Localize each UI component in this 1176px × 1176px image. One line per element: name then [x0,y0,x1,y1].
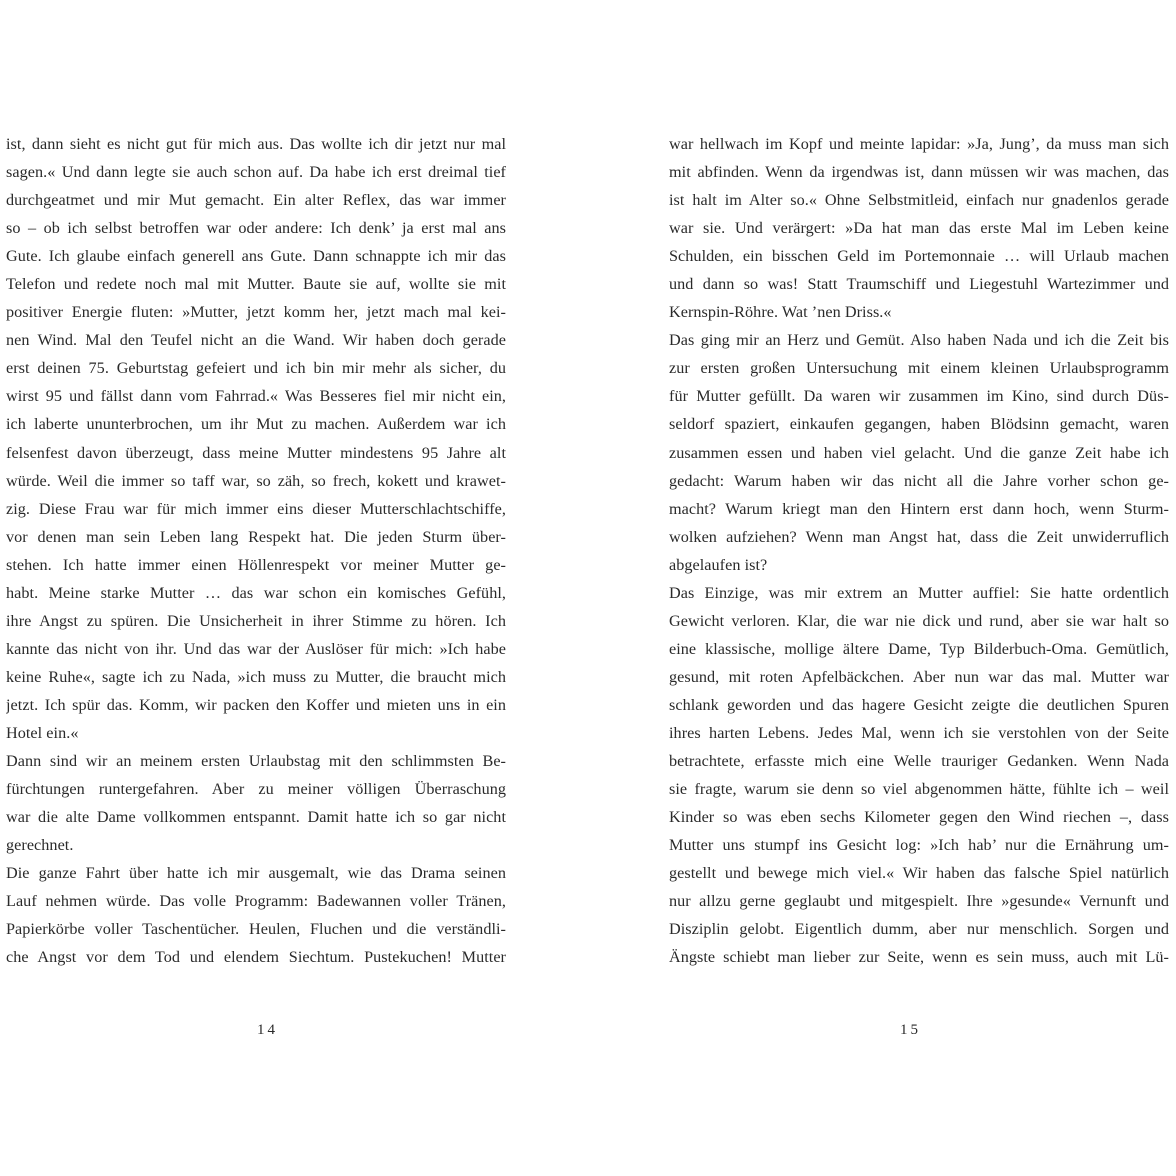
text-line: kannte das nicht von ihr. Und das war der Auslöser für mich: »Ich habe [6,639,506,658]
text-line: zur ersten großen Untersuchung mit einem kleinen Urlaubsprogramm [669,359,1169,378]
text-line: sie fragte, warum sie denn so viel abgenommen hätte, fühlte ich – weil [669,780,1169,799]
text-line: schlank geworden und das hagere Gesicht zeigte die deutlichen Spuren [669,695,1169,714]
text-line: nen Wind. Mal den Teufel nicht an die Wand. Wir haben doch gerade [6,331,506,350]
text-line: abgelaufen ist? [669,555,768,574]
text-line: Gewicht verloren. Klar, die war nie dick und rund, aber sie war halt so [669,611,1169,630]
text-line: vor denen man sein Leben lang Respekt hat. Die jeden Sturm über- [6,527,506,546]
text-line: eine klassische, mollige ältere Dame, Typ Bilderbuch-Oma. Gemütlich, [669,639,1169,658]
text-line: und dann so was! Statt Traumschiff und Liegestuhl Wartezimmer und [669,275,1169,294]
text-line: jetzt. Ich spür das. Komm, wir packen den Koffer und mieten uns in ein [6,695,506,714]
text-line: Telefon und redete noch mal mit Mutter. Baute sie auf, wollte sie mit [6,275,506,294]
text-line: war hellwach im Kopf und meinte lapidar: »Ja, Jung’, da muss man sich [669,135,1169,153]
text-line: Disziplin gelobt. Eigentlich dumm, aber nur menschlich. Sorgen und [669,920,1169,939]
text-line: Das Einzige, was mir extrem an Mutter auffiel: Sie hatte ordentlich [669,583,1169,602]
text-line: zusammen essen und haben viel gelacht. Und die ganze Zeit habe ich [669,443,1169,462]
text-line: zig. Diese Frau war für mich immer eins dieser Mutterschlachtschiffe, [6,499,506,518]
text-line: so – ob ich selbst betroffen war oder andere: Ich denk’ ja erst mal ans [6,219,506,238]
text-line: Gute. Ich glaube einfach generell ans Gute. Dann schnappte ich mir das [6,247,506,266]
text-line: wolken aufziehen? Wenn man Angst hat, dass die Zeit unwiderruflich [669,527,1169,546]
text-line: erst deinen 75. Geburtstag gefeiert und ich bin mir mehr als sicher, du [6,359,506,378]
text-line: nur allzu gerne geglaubt und mitgespielt. Ihre »gesunde« Vernunft und [669,892,1169,911]
text-line: Ängste schiebt man lieber zur Seite, wenn es sein muss, auch mit Lü- [669,948,1169,967]
text-line: ist, dann sieht es nicht gut für mich aus. Das wollte ich dir jetzt nur mal [6,135,506,153]
text-line: durchgeatmet und mir Mut gemacht. Ein alter Reflex, das war immer [6,191,506,210]
text-line: sagen.« Und dann legte sie auch schon auf. Da habe ich erst dreimal tief [6,163,506,182]
text-line: gerechnet. [6,836,74,855]
text-line: war die alte Dame vollkommen entspannt. Damit hatte ich so gar nicht [6,808,506,827]
text-line: Lauf nehmen würde. Das volle Programm: Badewannen voller Tränen, [6,892,506,911]
text-line: gesund, mit roten Apfelbäckchen. Aber nun war das mal. Mutter war [669,667,1169,686]
text-line: Mutter uns stumpf ins Gesicht log: »Ich hab’ nur die Ernährung um- [669,836,1169,855]
text-line: Die ganze Fahrt über hatte ich mir ausgemalt, wie das Drama seinen [6,864,506,883]
text-line: fürchtungen runtergefahren. Aber zu meiner völligen Überraschung [6,780,506,799]
text-line: Kinder so was eben sechs Kilometer gegen den Wind riechen –, dass [669,808,1169,827]
text-line: war sie. Und verärgert: »Da hat man das erste Mal im Leben keine [669,219,1169,238]
text-line: würde. Weil die immer so taff war, so zäh, so frech, kokett und krawet- [6,471,506,490]
left-page-text [6,130,506,971]
text-line: wirst 95 und fällst dann vom Fahrrad.« Was Besseres fiel mir nicht ein, [6,387,506,406]
text-line: Das ging mir an Herz und Gemüt. Also haben Nada und ich die Zeit bis [669,331,1169,350]
text-line: keine Ruhe«, sagte ich zu Nada, »ich muss zu Mutter, die braucht mich [6,667,506,686]
right-page-text [669,130,1169,971]
text-line: ihre Angst zu spüren. Die Unsicherheit in ihrer Stimme zu hören. Ich [6,611,506,630]
right-page [669,130,1169,971]
text-line: mit abfinden. Wenn da irgendwas ist, dann müssen wir was machen, das [669,163,1169,182]
text-line: stehen. Ich hatte immer einen Höllenrespekt vor meiner Mutter ge- [6,555,506,574]
text-line: macht? Warum kriegt man den Hintern erst dann hoch, wenn Sturm- [669,499,1169,518]
text-line: che Angst vor dem Tod und elendem Siechtum. Pustekuchen! Mutter [6,948,506,967]
text-line: gedacht: Warum haben wir das nicht all die Jahre vorher schon ge- [669,471,1169,490]
text-line: ist halt im Alter so.« Ohne Selbstmitleid, einfach nur gnadenlos gerade [669,191,1169,210]
text-line: habt. Meine starke Mutter … das war schon ein komisches Gefühl, [6,583,506,602]
text-line: ihres harten Lebens. Jedes Mal, wenn ich sie verstohlen von der Seite [669,723,1169,742]
text-line: für Mutter gefüllt. Da waren wir zusammen im Kino, sind durch Düs- [669,387,1169,406]
text-line: ich laberte ununterbrochen, um ihr Mut zu machen. Außerdem war ich [6,415,506,434]
right-page-number: 15 [900,1022,921,1038]
text-line: Kernspin-Röhre. Wat ’nen Driss.« [669,303,892,322]
text-line: Dann sind wir an meinem ersten Urlaubstag mit den schlimmsten Be- [6,752,506,771]
text-line: gestellt und bewege mich viel.« Wir haben das falsche Spiel natürlich [669,864,1169,883]
left-page [6,130,506,971]
text-line: Schulden, ein bisschen Geld im Portemonnaie … will Urlaub machen [669,247,1169,266]
text-line: positiver Energie fluten: »Mutter, jetzt komm her, jetzt mach mal kei- [6,303,506,322]
text-line: seldorf spaziert, einkaufen gegangen, haben Blödsinn gemacht, waren [669,415,1169,434]
text-line: Hotel ein.« [6,723,79,742]
text-line: Papierkörbe voller Taschentücher. Heulen, Fluchen und die verständli- [6,920,506,939]
text-line: betrachtete, erfasste mich eine Welle trauriger Gedanken. Wenn Nada [669,752,1169,771]
text-line: felsenfest davon überzeugt, dass meine Mutter mindestens 95 Jahre alt [6,443,506,462]
left-page-number: 14 [257,1022,278,1038]
